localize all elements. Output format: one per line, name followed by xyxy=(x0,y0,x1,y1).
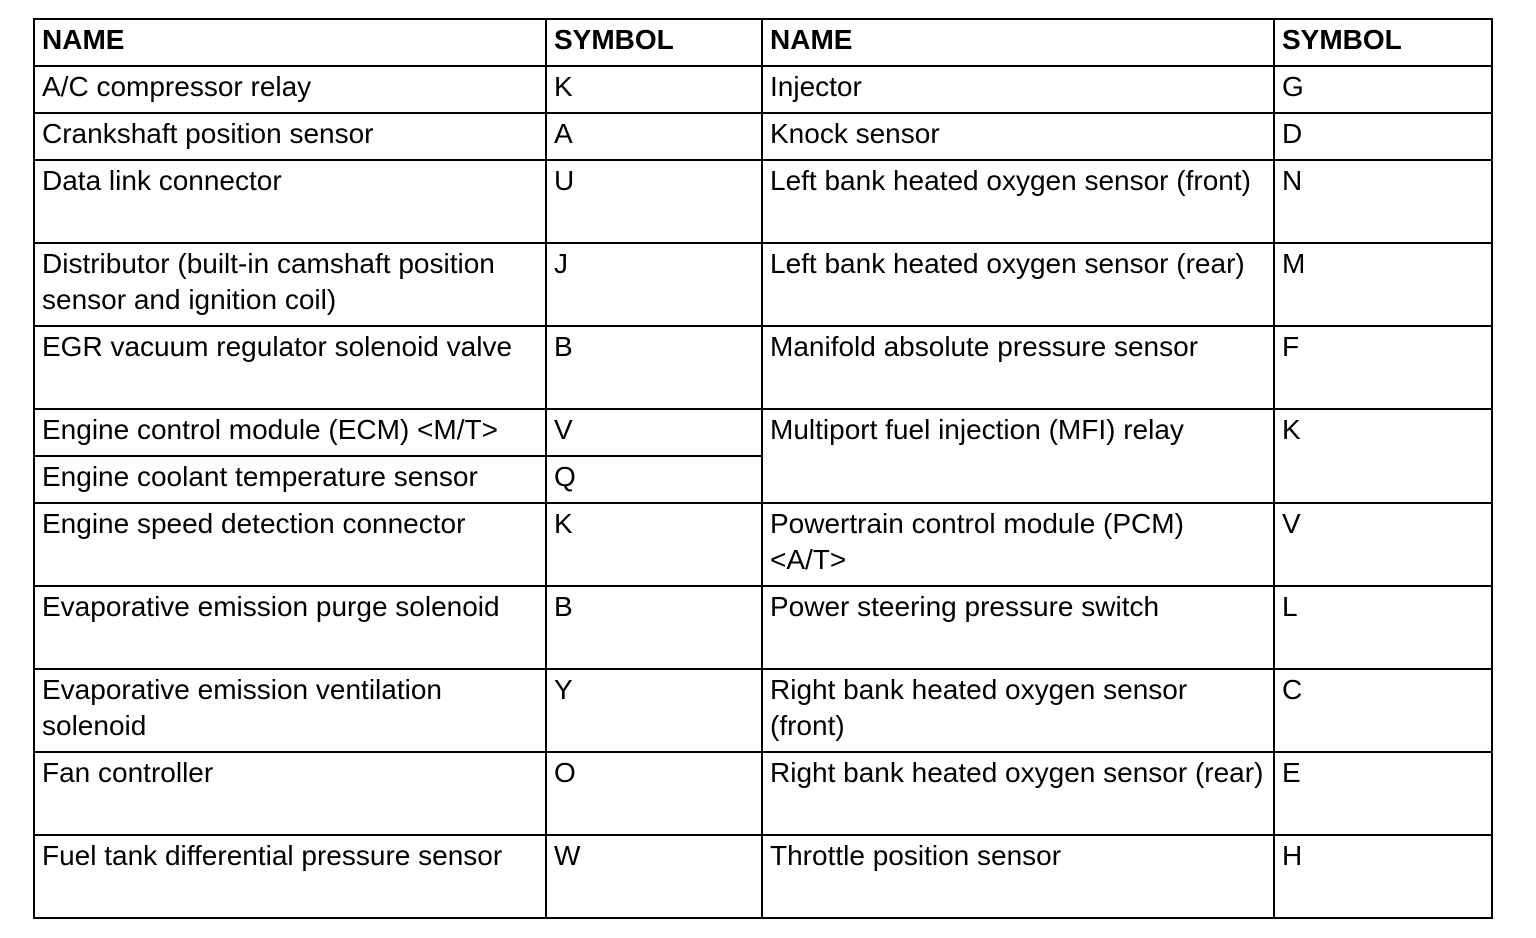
component-symbol: E xyxy=(1274,752,1492,835)
component-name: Data link connector xyxy=(34,160,546,243)
header-name-right: NAME xyxy=(762,19,1274,66)
component-name: Manifold absolute pressure sensor xyxy=(762,326,1274,409)
component-symbol: H xyxy=(1274,835,1492,918)
component-name: Right bank heated oxygen sensor (rear) xyxy=(762,752,1274,835)
table-row xyxy=(34,409,1492,456)
header-row xyxy=(34,19,1492,66)
component-name: Evaporative emission ventilation solenoid xyxy=(34,669,546,752)
table-row xyxy=(34,752,1492,835)
component-name: Injector xyxy=(762,66,1274,113)
component-symbol: O xyxy=(546,752,762,835)
component-name: A/C compressor relay xyxy=(34,66,546,113)
component-symbol: V xyxy=(546,409,762,456)
component-symbol: D xyxy=(1274,113,1492,160)
component-symbol: K xyxy=(1274,409,1492,503)
component-symbol: G xyxy=(1274,66,1492,113)
component-name: Evaporative emission purge solenoid xyxy=(34,586,546,669)
component-symbol: F xyxy=(1274,326,1492,409)
table-row xyxy=(34,326,1492,409)
table-row xyxy=(34,113,1492,160)
component-symbol: A xyxy=(546,113,762,160)
component-name: Distributor (built-in camshaft position sensor and ignition coil) xyxy=(34,243,546,326)
component-name: Right bank heated oxygen sensor (front) xyxy=(762,669,1274,752)
header-symbol-right: SYMBOL xyxy=(1274,19,1492,66)
component-symbol: B xyxy=(546,326,762,409)
table-row xyxy=(34,835,1492,918)
component-symbol: K xyxy=(546,503,762,586)
table-row xyxy=(34,669,1492,752)
component-symbol: N xyxy=(1274,160,1492,243)
component-name: Fan controller xyxy=(34,752,546,835)
component-symbol: L xyxy=(1274,586,1492,669)
component-name: Throttle position sensor xyxy=(762,835,1274,918)
component-name: Fuel tank differential pressure sensor xyxy=(34,835,546,918)
component-symbol: J xyxy=(546,243,762,326)
component-name: Engine coolant temperature sensor xyxy=(34,456,546,503)
table-row xyxy=(34,243,1492,326)
table-row xyxy=(34,586,1492,669)
component-name: Powertrain control module (PCM) <A/T> xyxy=(762,503,1274,586)
component-legend-table xyxy=(33,18,1493,919)
component-symbol: U xyxy=(546,160,762,243)
component-name: Power steering pressure switch xyxy=(762,586,1274,669)
component-symbol: V xyxy=(1274,503,1492,586)
component-symbol: Q xyxy=(546,456,762,503)
header-symbol-left: SYMBOL xyxy=(546,19,762,66)
component-symbol: C xyxy=(1274,669,1492,752)
table-row xyxy=(34,66,1492,113)
component-name: Engine speed detection connector xyxy=(34,503,546,586)
component-name: Crankshaft position sensor xyxy=(34,113,546,160)
component-symbol: Y xyxy=(546,669,762,752)
component-name: Knock sensor xyxy=(762,113,1274,160)
component-symbol: K xyxy=(546,66,762,113)
component-name: Engine control module (ECM) <M/T> xyxy=(34,409,546,456)
table-row xyxy=(34,503,1492,586)
component-name: Multiport fuel injection (MFI) relay xyxy=(762,409,1274,503)
component-symbol: W xyxy=(546,835,762,918)
component-symbol: M xyxy=(1274,243,1492,326)
component-symbol: B xyxy=(546,586,762,669)
header-name-left: NAME xyxy=(34,19,546,66)
table-row xyxy=(34,160,1492,243)
component-name: Left bank heated oxygen sensor (front) xyxy=(762,160,1274,243)
component-name: EGR vacuum regulator solenoid valve xyxy=(34,326,546,409)
component-name: Left bank heated oxygen sensor (rear) xyxy=(762,243,1274,326)
